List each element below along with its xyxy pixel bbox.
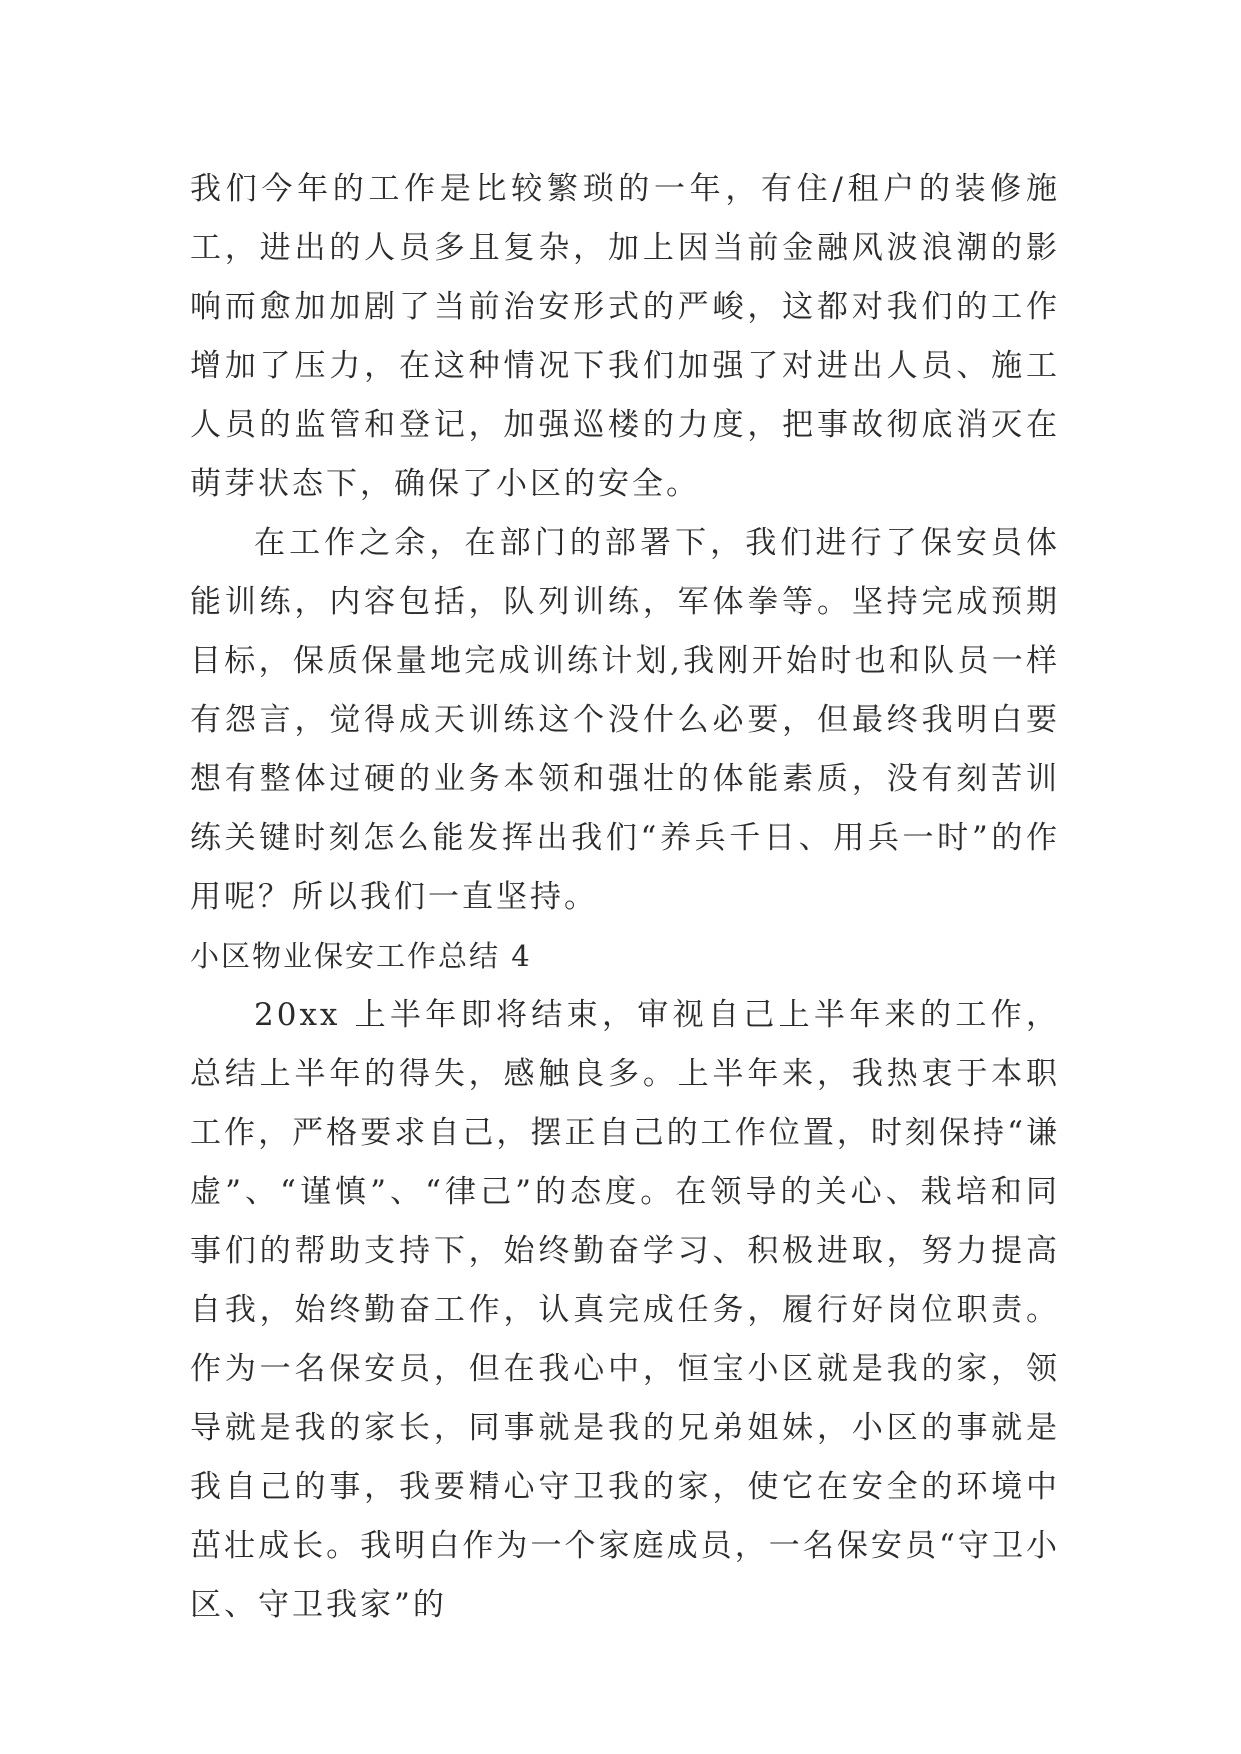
document-body xyxy=(190,160,1060,1635)
paragraph-half-year-summary: 20xx 上半年即将结束，审视自己上半年来的工作，总结上半年的得失，感触良多。上半年来，我热衷于本职工作，严格要求自己，摆正自己的工作位置，时刻保持“谦虚”、“谨慎”、“律己”的态度。在领导的关心、栽培和同事们的帮助支持下，始终勤奋学习、积极进取，努力提高自我，始终勤奋工作，认真完成任务，履行好岗位职责。作为一名保安员，但在我心中，恒宝小区就是我的家，领导就是我的家长，同事就是我的兄弟姐妹，小区的事就是我自己的事，我要精心守卫我的家，使它在安全的环境中茁壮成长。我明白作为一个家庭成员，一名保安员“守卫小区、守卫我家”的 xyxy=(190,997,1060,1623)
paragraph-physical-training: 在工作之余，在部门的部署下，我们进行了保安员体能训练，内容包括，队列训练，军体拳等。坚持完成预期目标，保质保量地完成训练计划,我刚开始时也和队员一样有怨言，觉得成天训练这个没什么必要，但最终我明白要想有整体过硬的业务本领和强壮的体能素质，没有刻苦训练关键时刻怎么能发挥出我们“养兵千日、用兵一时”的作用呢？所以我们一直坚持。 xyxy=(190,525,1060,915)
section-title: 小区物业保安工作总结 4 xyxy=(190,939,532,973)
paragraph-construction-security: 我们今年的工作是比较繁琐的一年，有住/租户的装修施工，进出的人员多且复杂，加上因当前金融风波浪潮的影响而愈加加剧了当前治安形式的严峻，这都对我们的工作增加了压力，在这种情况下我们加强了对进出人员、施工人员的监管和登记，加强巡楼的力度，把事故彻底消灭在萌芽状态下，确保了小区的安全。 xyxy=(190,171,1060,502)
